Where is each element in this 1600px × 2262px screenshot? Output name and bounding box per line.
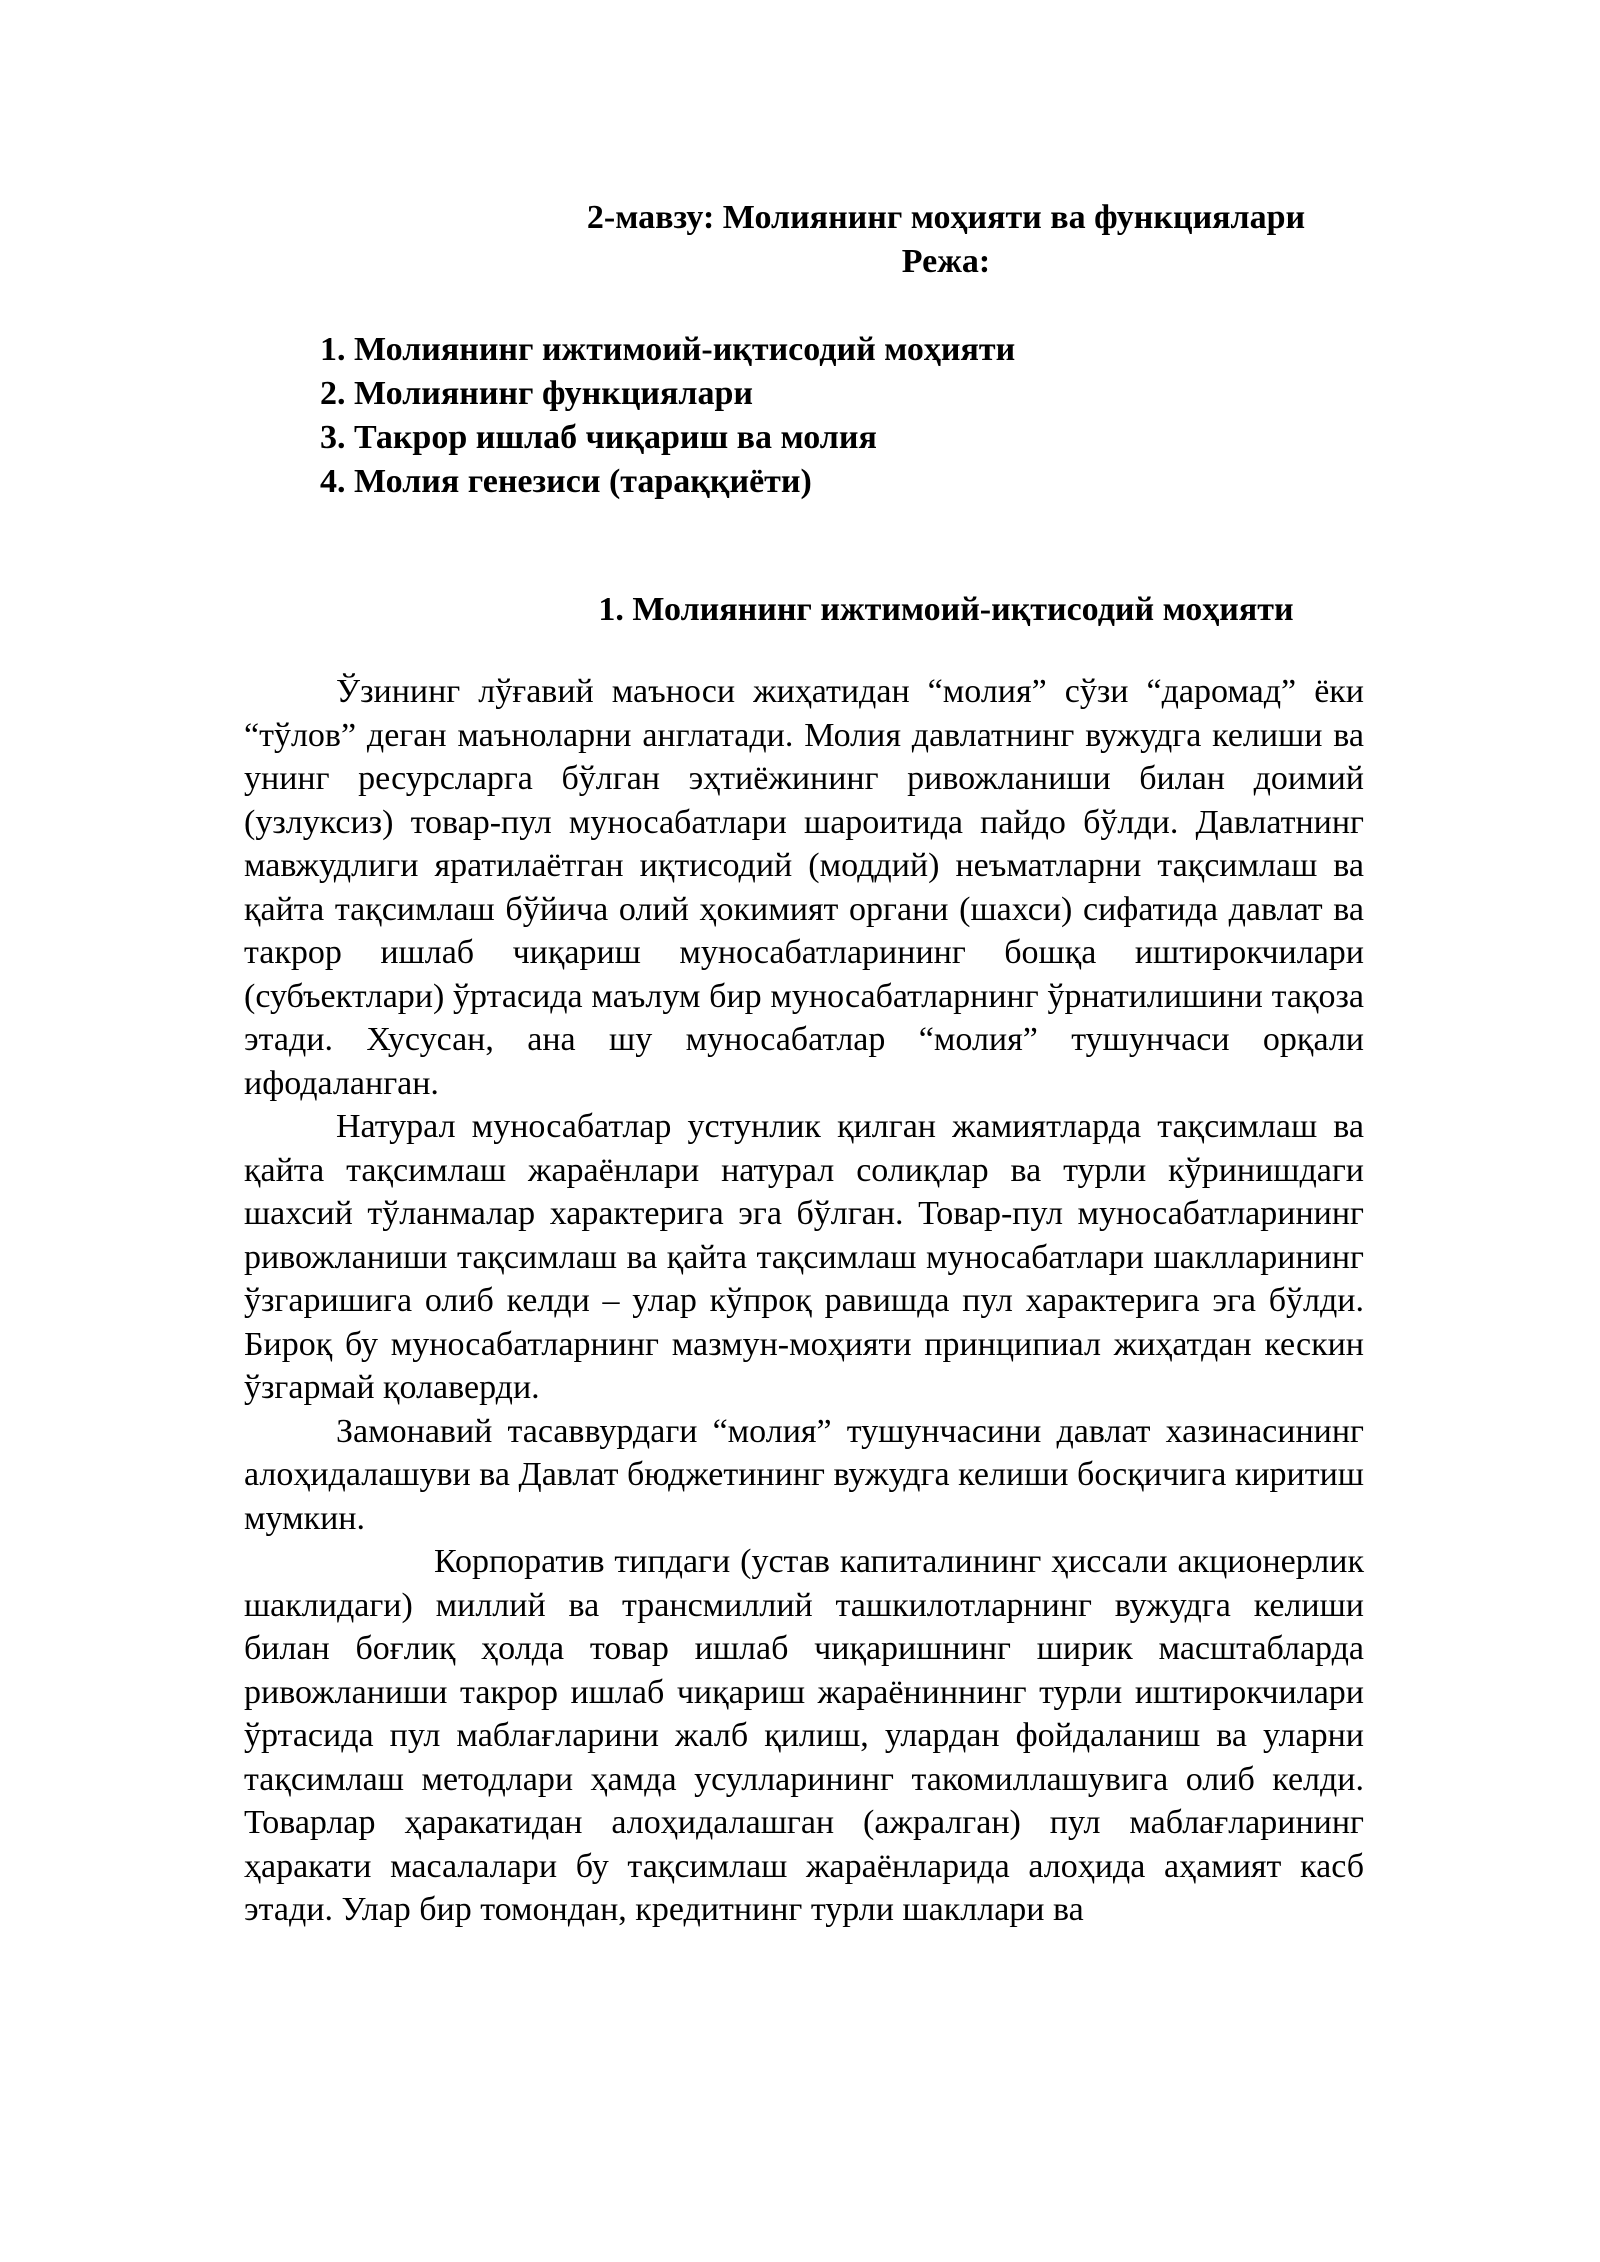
paragraph: Ўзининг лўғавий маъноси жиҳатидан “молия” сўзи “даромад” ёки “тўлов” деган маъноларни англатади. Молия давлатнинг вужудга келиши ва унинг ресурсларга бўлган эҳтиёжининг ривожланиши билан доимий (узлуксиз) товар-пул муносабатлари шароитида пайдо бўлди. Давлатнинг мавжудлиги яратилаётган иқтисодий (моддий) неъматларни тақсимлаш ва қайта тақсимлаш бўйича олий ҳокимият органи (шахси) сифатида давлат ва такрор ишлаб чиқариш муносабатларининг бошқа иштирокчилари (субъектлари) ўртасида маълум бир муносабатларнинг ўрнатилишини тақоза этади. Хусусан, ана шу муносабатлар “молия” тушунчаси орқали ифодаланган. bbox=[244, 673, 1364, 1102]
plan-item: 1. Молиянинг ижтимоий-иқтисодий моҳияти bbox=[320, 331, 1016, 368]
plan-label: Режа: bbox=[901, 243, 991, 280]
paragraph: Натурал муносабатлар устунлик қилган жамиятларда тақсимлаш ва қайта тақсимлаш жараёнлари натурал солиқлар ва турли кўринишдаги шахсий тўланмалар характерига эга бўлган. Товар-пул муносабатларининг ривожланиши тақсимлаш ва қайта тақсимлаш муносабатлари шаклларининг ўзгаришига олиб келди – улар кўпроқ равишда пул характерига эга бўлди. Бироқ бу муносабатларнинг мазмун-моҳияти принципиал жиҳатдан кескин ўзгармай қолаверди. bbox=[244, 1108, 1364, 1406]
plan-item: 3. Такрор ишлаб чиқариш ва молия bbox=[320, 419, 877, 456]
paragraph: Корпоратив типдаги (устав капиталининг ҳиссали акционерлик шаклидаги) миллий ва трансмиллий ташкилотларнинг вужудга келиши билан боғлиқ ҳолда товар ишлаб чиқаришнинг ширик масштабларда ривожланиши такрор ишлаб чиқариш жараёниннинг турли иштирокчилари ўртасида пул маблағларини жалб қилиш, улардан фойдаланиш ва уларни тақсимлаш методлари ҳамда усулларининг такомиллашувига олиб келди. Товарлар ҳаракатидан алоҳидалашган (ажралган) пул маблағларининг ҳаракати масалалари бу тақсимлаш жараёнларида алоҳида аҳамият касб этади. Улар бир томондан, кредитнинг турли шакллари ва bbox=[244, 1543, 1364, 1928]
plan-item: 4. Молия генезиси (тараққиёти) bbox=[320, 463, 812, 500]
body-text bbox=[244, 670, 1364, 1932]
plan-item: 2. Молиянинг функциялари bbox=[320, 375, 753, 412]
section-heading: 1. Молиянинг ижтимоий-иқтисодий моҳияти bbox=[598, 591, 1294, 628]
plan-list bbox=[320, 328, 1015, 504]
paragraph: Замонавий тасаввурдаги “молия” тушунчасини давлат хазинасининг алоҳидалашуви ва Давлат бюджетининг вужудга келиши босқичига киритиш мумкин. bbox=[244, 1412, 1364, 1537]
document-title: 2-мавзу: Молиянинг моҳияти ва функциялари bbox=[586, 199, 1306, 236]
